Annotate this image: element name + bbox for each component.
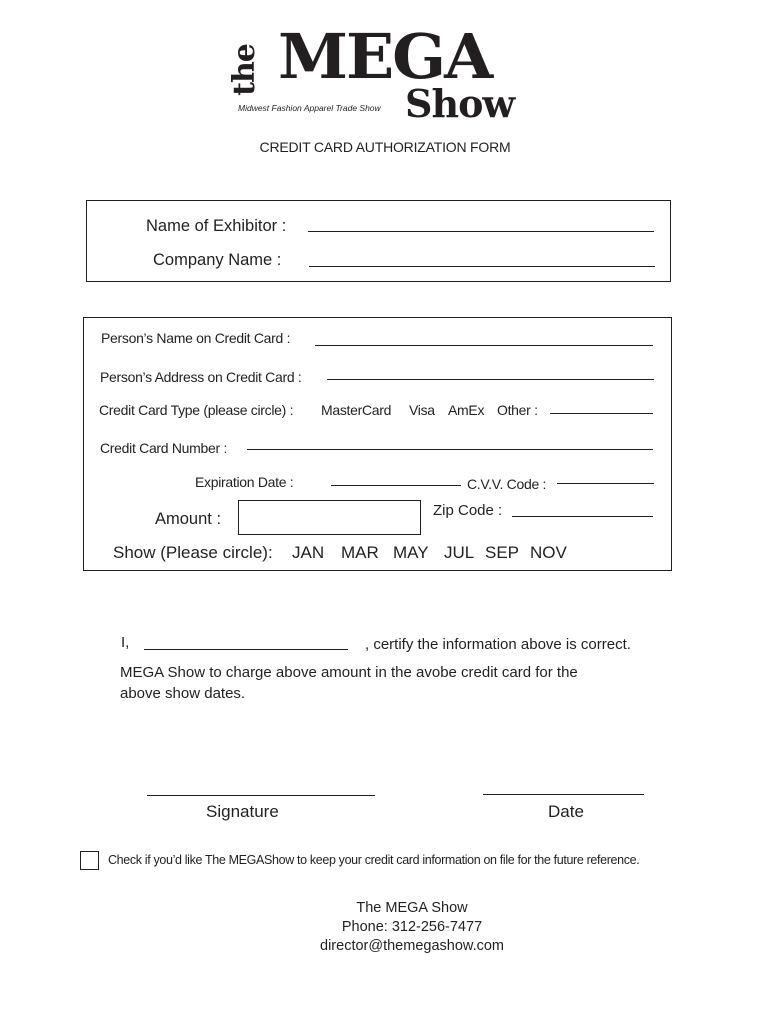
certify-name-field[interactable] — [144, 649, 348, 650]
amount-input[interactable] — [238, 500, 421, 535]
month-jan[interactable]: JAN — [292, 543, 325, 562]
form-title: CREDIT CARD AUTHORIZATION FORM — [259, 139, 511, 155]
expiration-label: Expiration Date : — [195, 474, 294, 490]
logo-mega-text: MEGA — [278, 20, 492, 93]
zip-label: Zip Code : — [433, 502, 503, 519]
card-type-mastercard[interactable]: MasterCard — [321, 402, 392, 418]
date-label: Date — [548, 802, 584, 821]
company-name-label: Company Name : — [153, 251, 282, 269]
zip-field[interactable] — [512, 516, 653, 517]
keep-on-file-label: Check if you’d like The MEGAShow to keep your credit card information on file for the future reference. — [108, 853, 640, 867]
certify-prefix: I, — [121, 634, 130, 651]
expiration-field[interactable] — [331, 485, 461, 486]
person-address-field[interactable] — [327, 379, 654, 380]
footer-phone: Phone: 312-256-7477 — [341, 919, 483, 935]
month-sep[interactable]: SEP — [485, 543, 520, 562]
certify-paragraph-line1: MEGA Show to charge above amount in the avobe credit card for the — [120, 664, 578, 681]
card-number-field[interactable] — [247, 449, 653, 450]
month-may[interactable]: MAY — [393, 543, 429, 562]
certify-suffix: , certify the information above is correct. — [365, 636, 631, 653]
certify-paragraph-line2: above show dates. — [120, 685, 246, 702]
show-label: Show (Please circle): — [113, 543, 273, 562]
person-name-field[interactable] — [315, 345, 653, 346]
footer-company-name: The MEGA Show — [356, 900, 468, 916]
card-type-label: Credit Card Type (please circle) : — [99, 402, 294, 418]
footer-email[interactable]: director@themegashow.com — [320, 938, 504, 954]
amount-label: Amount : — [155, 510, 222, 528]
cvv-field[interactable] — [557, 483, 654, 484]
card-type-visa[interactable]: Visa — [409, 402, 435, 418]
month-jul[interactable]: JUL — [444, 543, 475, 562]
show-months-row — [113, 543, 673, 565]
month-nov[interactable]: NOV — [530, 543, 567, 562]
exhibitor-name-label: Name of Exhibitor : — [146, 217, 287, 235]
exhibitor-name-field[interactable] — [308, 231, 654, 232]
logo-the-text: the — [227, 44, 262, 96]
date-field[interactable] — [483, 794, 644, 795]
card-number-label: Credit Card Number : — [100, 440, 228, 456]
card-type-other-field[interactable] — [550, 413, 653, 414]
signature-field[interactable] — [147, 795, 375, 796]
month-mar[interactable]: MAR — [341, 543, 379, 562]
card-type-amex[interactable]: AmEx — [448, 402, 485, 418]
person-name-label: Person’s Name on Credit Card : — [101, 330, 291, 346]
logo-show-text: Show — [405, 81, 515, 126]
person-address-label: Person’s Address on Credit Card : — [100, 369, 302, 385]
logo-tagline: Midwest Fashion Apparel Trade Show — [238, 103, 381, 113]
card-type-other-label: Other : — [497, 402, 538, 418]
keep-on-file-checkbox[interactable] — [80, 851, 99, 870]
signature-label: Signature — [206, 802, 279, 821]
company-name-field[interactable] — [309, 266, 655, 267]
cvv-label: C.V.V. Code : — [467, 476, 547, 492]
